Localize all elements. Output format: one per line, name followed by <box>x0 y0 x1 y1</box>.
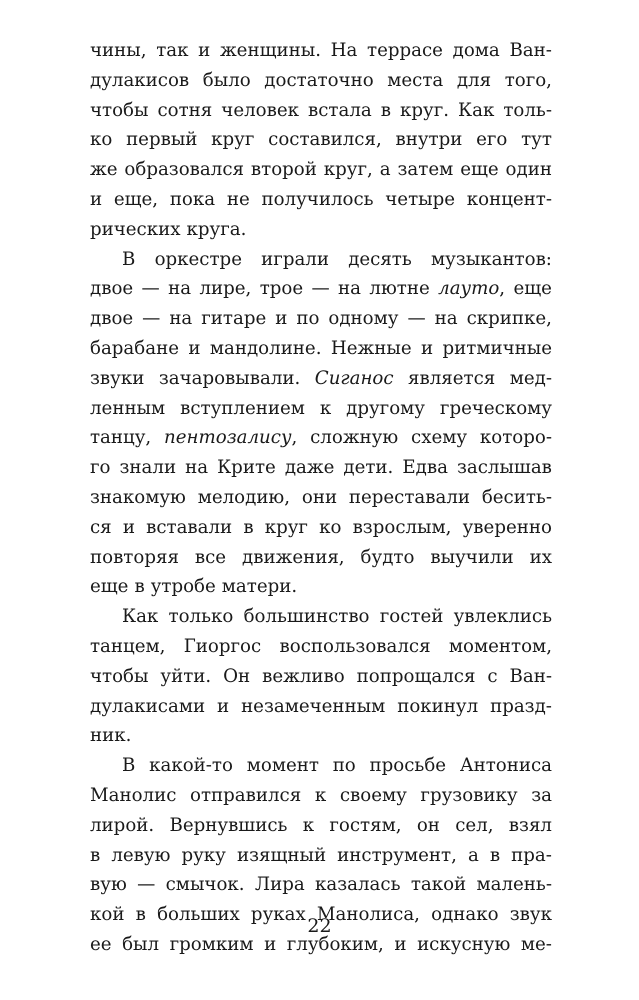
paragraph <box>90 36 552 245</box>
word: моментом, <box>448 635 552 657</box>
word: момент <box>246 755 319 777</box>
word: за <box>531 784 552 806</box>
word: руку <box>181 844 226 866</box>
word: чины, <box>90 40 147 61</box>
text-line <box>90 394 552 424</box>
word: а <box>379 159 391 181</box>
word: и <box>275 308 288 330</box>
word: они <box>301 486 338 508</box>
word: круг <box>211 129 255 151</box>
word: сел, <box>455 814 494 836</box>
word: и <box>90 188 103 210</box>
text-line <box>90 632 552 662</box>
word: лауто, <box>438 278 506 300</box>
word: греческому <box>439 397 552 419</box>
word: в <box>134 576 145 598</box>
word: ко <box>90 129 113 151</box>
word: гитаре <box>201 308 267 330</box>
word: смычок. <box>165 874 245 896</box>
word: получилось <box>261 188 374 210</box>
word: он <box>416 814 440 836</box>
text-line <box>90 453 552 483</box>
text-line <box>90 334 552 364</box>
word: по <box>296 308 320 330</box>
word: сотня <box>157 99 213 121</box>
word: которо- <box>479 427 552 449</box>
word: Лира <box>254 874 305 896</box>
word: в <box>90 844 101 866</box>
word: попрощался <box>356 665 476 687</box>
word: — <box>141 278 160 300</box>
text-line <box>90 245 552 275</box>
word: ритмичные <box>442 337 552 359</box>
text-line <box>90 423 552 453</box>
word: В <box>122 755 136 777</box>
word: даже <box>284 457 335 479</box>
word: места <box>387 69 444 91</box>
word: одному <box>328 308 399 330</box>
word: мед- <box>509 367 552 389</box>
word: и <box>188 337 201 359</box>
word: вставали <box>146 516 233 538</box>
text-line <box>90 125 552 155</box>
word: пентозалису, <box>164 427 298 449</box>
word: и <box>198 40 211 61</box>
text-line <box>90 66 552 96</box>
word: не <box>226 188 250 210</box>
word: Нежные <box>330 337 412 359</box>
word: отправился <box>190 784 302 806</box>
word: вежливо <box>262 665 345 687</box>
word: и <box>217 695 230 717</box>
word: встала <box>307 99 372 121</box>
word: на <box>169 308 193 330</box>
word: танцем, <box>90 635 166 657</box>
word: для <box>456 69 492 91</box>
word: лютне <box>369 278 430 300</box>
word: дулакисами <box>90 695 206 717</box>
word: Ван- <box>509 665 552 687</box>
word: искусную <box>417 933 511 955</box>
word: второй <box>250 159 317 181</box>
word: На <box>330 40 358 61</box>
word: покинул <box>397 695 479 717</box>
word: В <box>122 248 136 270</box>
word: человек <box>221 99 299 121</box>
word: Гиоргос <box>183 635 262 657</box>
word: больших <box>157 904 240 926</box>
word: незамеченным <box>241 695 386 717</box>
word: просьбе <box>369 755 447 777</box>
word: ко <box>319 516 342 538</box>
word: глубоким, <box>286 933 384 955</box>
word: барабане <box>90 337 179 359</box>
word: празд- <box>490 695 552 717</box>
word: круга. <box>186 218 247 240</box>
word: звук <box>509 904 552 926</box>
page-number: 22 <box>307 915 332 937</box>
word: так <box>156 40 189 61</box>
word: чтобы <box>90 99 149 121</box>
word: круг. <box>400 99 450 121</box>
word: Крите <box>217 457 276 479</box>
word: однако <box>431 904 499 926</box>
word: движения, <box>242 546 345 568</box>
word: кой <box>90 904 125 926</box>
text-line <box>90 185 552 215</box>
text-line <box>90 841 552 871</box>
word: в <box>243 516 254 538</box>
text-line <box>90 781 552 811</box>
word: достаточно <box>264 69 374 91</box>
word: рических <box>90 218 181 240</box>
word: же <box>90 159 118 181</box>
word: уверенно <box>462 516 552 538</box>
word: внутри <box>395 129 463 151</box>
word: один <box>505 159 552 181</box>
word: двое <box>90 278 134 300</box>
paragraph <box>90 245 552 603</box>
paragraph <box>90 602 552 751</box>
word: дети. <box>343 457 394 479</box>
word: пра- <box>511 844 552 866</box>
word: взял <box>508 814 552 836</box>
word: а <box>467 844 479 866</box>
word: на <box>434 308 458 330</box>
word: концент- <box>466 188 552 210</box>
word: женщины. <box>219 40 321 61</box>
text-line <box>90 215 552 245</box>
word: инструмент, <box>337 844 457 866</box>
word: по <box>332 755 356 777</box>
word: звуки <box>90 367 145 389</box>
word: сложную <box>310 427 399 449</box>
word: Ван- <box>509 40 552 61</box>
word: увлеклись <box>453 606 552 628</box>
word: к <box>319 397 332 419</box>
word: такой <box>410 874 467 896</box>
text-line <box>90 572 552 602</box>
word: большинство <box>243 606 370 628</box>
word: — <box>311 278 330 300</box>
word: ся <box>90 516 112 538</box>
word: составился, <box>268 129 382 151</box>
word: и <box>420 337 434 359</box>
word: их <box>529 546 552 568</box>
word: еще <box>460 159 499 181</box>
word: го <box>90 457 111 479</box>
word: на <box>338 278 362 300</box>
word: вую <box>90 874 127 896</box>
word: и <box>264 933 277 955</box>
word: переставали <box>348 486 471 508</box>
word: зачаровывали. <box>158 367 301 389</box>
word: дома <box>452 40 500 61</box>
text-line <box>90 513 552 543</box>
word: грузовику <box>420 784 518 806</box>
text-line <box>90 602 552 632</box>
word: Как <box>458 99 495 121</box>
word: десять <box>348 248 412 270</box>
word: ленным <box>90 397 166 419</box>
word: играли <box>261 248 329 270</box>
text-line <box>90 721 552 751</box>
word: гостям, <box>329 814 402 836</box>
word: лирой. <box>90 814 155 836</box>
word: уйти. <box>160 665 212 687</box>
text-line <box>90 36 552 66</box>
word: громким <box>169 933 254 955</box>
word: Вернувшись <box>169 814 288 836</box>
word: Он <box>223 665 251 687</box>
word: танцу, <box>90 427 152 449</box>
word: только <box>168 606 234 628</box>
word: своему <box>339 784 407 806</box>
word: чтобы <box>90 665 149 687</box>
word: Как <box>122 606 159 628</box>
word: круг <box>264 516 308 538</box>
word: взрослым, <box>352 516 452 538</box>
word: в <box>489 844 501 866</box>
word: еще <box>90 576 129 598</box>
word: в <box>380 99 391 121</box>
word: схему <box>411 427 468 449</box>
word: четыре <box>385 188 456 210</box>
word: тут <box>521 129 552 151</box>
word: заслышав <box>456 457 552 479</box>
word: еще <box>513 278 552 300</box>
word: — <box>142 308 161 330</box>
word: образовался <box>124 159 244 181</box>
word: руках <box>250 904 306 926</box>
word: бесить- <box>481 486 552 508</box>
word: является <box>408 367 496 389</box>
word: трое <box>259 278 304 300</box>
word: и <box>122 516 135 538</box>
word: его <box>476 129 508 151</box>
word: вступлением <box>180 397 305 419</box>
word: к <box>302 814 315 836</box>
word: какой-то <box>149 755 233 777</box>
word: на <box>168 278 192 300</box>
text-line <box>90 96 552 126</box>
word: было <box>202 69 251 91</box>
word: воспользовался <box>279 635 431 657</box>
word: малень- <box>476 874 552 896</box>
text-line <box>90 543 552 573</box>
word: к <box>314 784 327 806</box>
word: скрипке, <box>466 308 552 330</box>
text-line <box>90 662 552 692</box>
word: с <box>487 665 498 687</box>
word: оркестре <box>154 248 242 270</box>
word: ме- <box>520 933 552 955</box>
word: Манолиса, <box>316 904 420 926</box>
word: матери. <box>221 576 298 598</box>
text-line <box>90 811 552 841</box>
word: ее <box>90 933 112 955</box>
word: того, <box>504 69 552 91</box>
word: Манолис <box>90 784 177 806</box>
text-line <box>90 692 552 722</box>
word: изящный <box>236 844 327 866</box>
word: левую <box>111 844 171 866</box>
word: знакомую <box>90 486 186 508</box>
word: мелодию, <box>197 486 291 508</box>
word: казалась <box>315 874 401 896</box>
text-line <box>90 483 552 513</box>
word: гостей <box>379 606 444 628</box>
word: первый <box>126 129 198 151</box>
word: дулакисов <box>90 69 190 91</box>
word: знали <box>119 457 177 479</box>
word: мандолине. <box>209 337 322 359</box>
word: лире, <box>199 278 252 300</box>
text-line <box>90 304 552 334</box>
word: Антониса <box>459 755 552 777</box>
word: еще, <box>113 188 159 210</box>
text-line <box>90 364 552 394</box>
text-line <box>90 155 552 185</box>
word: толь- <box>503 99 552 121</box>
word: круг, <box>323 159 373 181</box>
word: Сиганос <box>314 367 394 389</box>
word: — <box>137 874 156 896</box>
word: — <box>407 308 426 330</box>
word: террасе <box>367 40 443 61</box>
word: выучили <box>430 546 514 568</box>
word: двое <box>90 308 134 330</box>
text-line <box>90 751 552 781</box>
word: Едва <box>402 457 448 479</box>
word: в <box>135 904 146 926</box>
word: был <box>122 933 160 955</box>
text-line <box>90 870 552 900</box>
text-line <box>90 274 552 304</box>
word: повторяя <box>90 546 179 568</box>
word: другому <box>346 397 425 419</box>
word: все <box>194 546 227 568</box>
body-text <box>90 36 552 960</box>
word: затем <box>397 159 454 181</box>
word: будто <box>360 546 415 568</box>
word: и <box>394 933 407 955</box>
word: на <box>185 457 209 479</box>
word: утробе <box>150 576 216 598</box>
word: ник. <box>90 725 132 747</box>
word: пока <box>169 188 216 210</box>
word: музыкантов: <box>430 248 552 270</box>
